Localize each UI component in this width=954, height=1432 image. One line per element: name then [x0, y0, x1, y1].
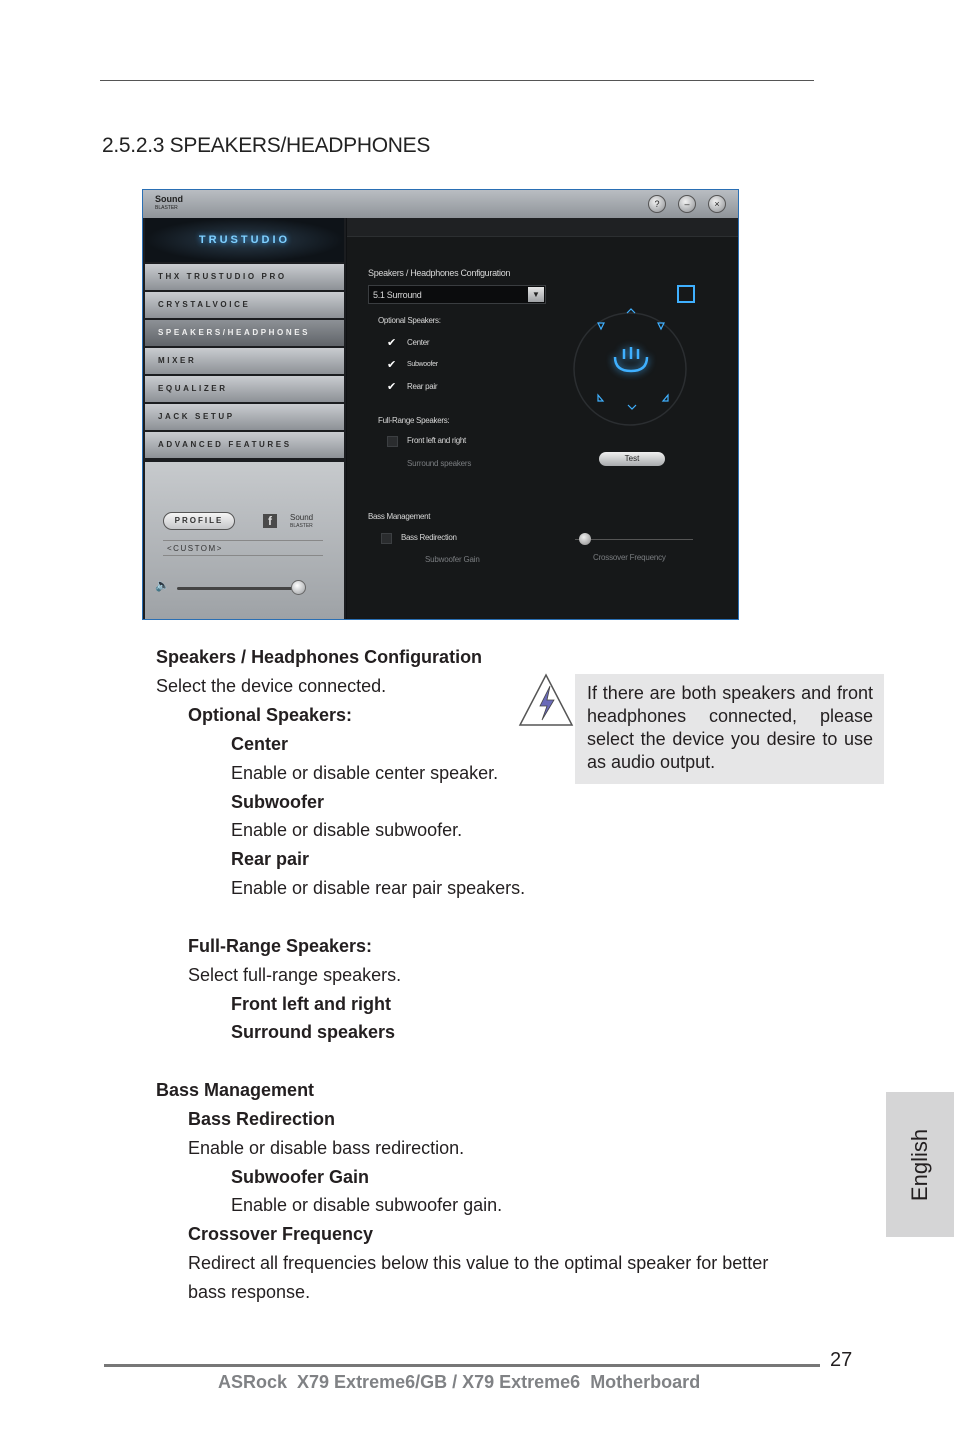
menu-item-speakers-headphones[interactable]: SPEAKERS/HEADPHONES	[145, 320, 344, 346]
menu-item-crystalvoice[interactable]: CRYSTALVOICE	[145, 292, 344, 318]
warning-icon	[516, 672, 576, 730]
chevron-down-icon[interactable]: ▼	[528, 287, 544, 302]
center-checkbox[interactable]: ✔	[387, 337, 397, 349]
doc-heading-rear: Rear pair	[231, 849, 310, 869]
title-bar	[143, 190, 738, 218]
subwoofer-label: Subwoofer	[407, 361, 438, 368]
config-dropdown[interactable]	[368, 285, 546, 304]
subwoofer-checkbox[interactable]: ✔	[387, 359, 397, 371]
doc-heading-front: Front left and right	[231, 994, 391, 1014]
doc-heading-center: Center	[231, 734, 289, 754]
help-icon[interactable]: ?	[648, 195, 666, 213]
sound-blaster-logo: Sound BLASTER	[155, 194, 183, 211]
panel-header-bar	[347, 218, 738, 237]
rear-pair-checkbox[interactable]: ✔	[387, 381, 397, 393]
speaker-diagram	[572, 480, 573, 481]
front-left-right-checkbox[interactable]	[387, 436, 398, 447]
front-left-right-label: Front left and right	[407, 436, 466, 445]
doc-heading-surround: Surround speakers	[231, 1022, 396, 1042]
bass-heading: Bass Management	[368, 512, 431, 521]
surround-speakers-label: Surround speakers	[407, 459, 472, 468]
config-value: 5.1 Surround	[373, 290, 422, 300]
language-side-tab	[886, 1092, 954, 1237]
doc-heading-subgain: Subwoofer Gain	[231, 1167, 370, 1187]
note-box	[575, 674, 884, 784]
facebook-icon[interactable]: f	[263, 514, 277, 528]
close-icon[interactable]: ×	[708, 195, 726, 213]
bass-redirection-label: Bass Redirection	[401, 533, 457, 542]
profile-selector[interactable]: <CUSTOM>	[163, 540, 323, 556]
language-label: English	[907, 1128, 932, 1201]
doc-text-crossover-1: Redirect all frequencies below this value to the optimal speaker for better	[188, 1253, 769, 1273]
doc-heading-bassredir: Bass Redirection	[188, 1109, 336, 1129]
profile-panel	[145, 462, 344, 619]
profile-button[interactable]: PROFILE	[163, 512, 235, 530]
crossover-label: Crossover Frequency	[593, 553, 666, 562]
crossover-slider[interactable]	[575, 539, 693, 540]
test-button[interactable]: Test	[599, 452, 665, 466]
page-number: 27	[830, 1349, 853, 1371]
trustudio-banner[interactable]: TRUSTUDIO	[145, 218, 344, 262]
subwoofer-gain-label: Subwoofer Gain	[425, 555, 480, 564]
config-heading: Speakers / Headphones Configuration	[368, 268, 511, 278]
sound-blaster-window	[142, 189, 739, 620]
fullrange-heading: Full-Range Speakers:	[378, 416, 450, 425]
rear-pair-label: Rear pair	[407, 382, 438, 391]
top-rule	[100, 80, 814, 81]
doc-heading-optional: Optional Speakers:	[188, 705, 353, 725]
speaker-volume-icon: 🔈	[155, 578, 170, 592]
doc-text-subwoofer: Enable or disable subwoofer.	[231, 820, 463, 840]
doc-heading-bass: Bass Management	[156, 1080, 315, 1100]
bass-redirection-checkbox[interactable]	[381, 533, 392, 544]
section-title: 2.5.2.3 SPEAKERS/HEADPHONES	[102, 134, 431, 157]
doc-heading-config: Speakers / Headphones Configuration	[156, 647, 483, 667]
sound-blaster-small-logo: Sound BLASTER	[290, 513, 314, 529]
doc-text-bassredir: Enable or disable bass redirection.	[188, 1138, 465, 1158]
note-text: If there are both speakers and front headphones connected, please select the device you desire to use as audio output.	[587, 683, 873, 772]
menu-item-mixer[interactable]: MIXER	[145, 348, 344, 374]
crossover-knob[interactable]	[579, 533, 591, 545]
doc-text-fullrange: Select full-range speakers.	[188, 965, 402, 985]
menu-item-equalizer[interactable]: EQUALIZER	[145, 376, 344, 402]
sidebar	[143, 218, 346, 619]
doc-text-subgain: Enable or disable subwoofer gain.	[231, 1195, 503, 1215]
doc-text-config: Select the device connected.	[156, 676, 387, 696]
speaker-layout-diagram	[572, 283, 722, 443]
center-label: Center	[407, 338, 430, 347]
doc-text-crossover-2: bass response.	[188, 1282, 311, 1302]
menu-item-jack-setup[interactable]: JACK SETUP	[145, 404, 344, 430]
doc-heading-subwoofer: Subwoofer	[231, 792, 324, 812]
menu-item-thx[interactable]: THX TRUSTUDIO PRO	[145, 264, 344, 290]
selection-square-icon	[678, 286, 694, 302]
doc-text-center: Enable or disable center speaker.	[231, 763, 499, 783]
speakers-panel	[347, 218, 738, 619]
minimize-icon[interactable]: –	[678, 195, 696, 213]
listener-icon	[615, 347, 647, 371]
menu-item-advanced-features[interactable]: ADVANCED FEATURES	[145, 432, 344, 458]
doc-heading-fullrange: Full-Range Speakers:	[188, 936, 373, 956]
doc-heading-crossover: Crossover Frequency	[188, 1224, 374, 1244]
doc-text-rear: Enable or disable rear pair speakers.	[231, 878, 526, 898]
optional-heading: Optional Speakers:	[378, 316, 441, 325]
volume-knob[interactable]	[291, 580, 306, 595]
bottom-rule	[104, 1364, 820, 1367]
footer-text: ASRock X79 Extreme6/GB / X79 Extreme6 Motherboard	[218, 1372, 701, 1392]
volume-slider[interactable]	[177, 587, 295, 590]
